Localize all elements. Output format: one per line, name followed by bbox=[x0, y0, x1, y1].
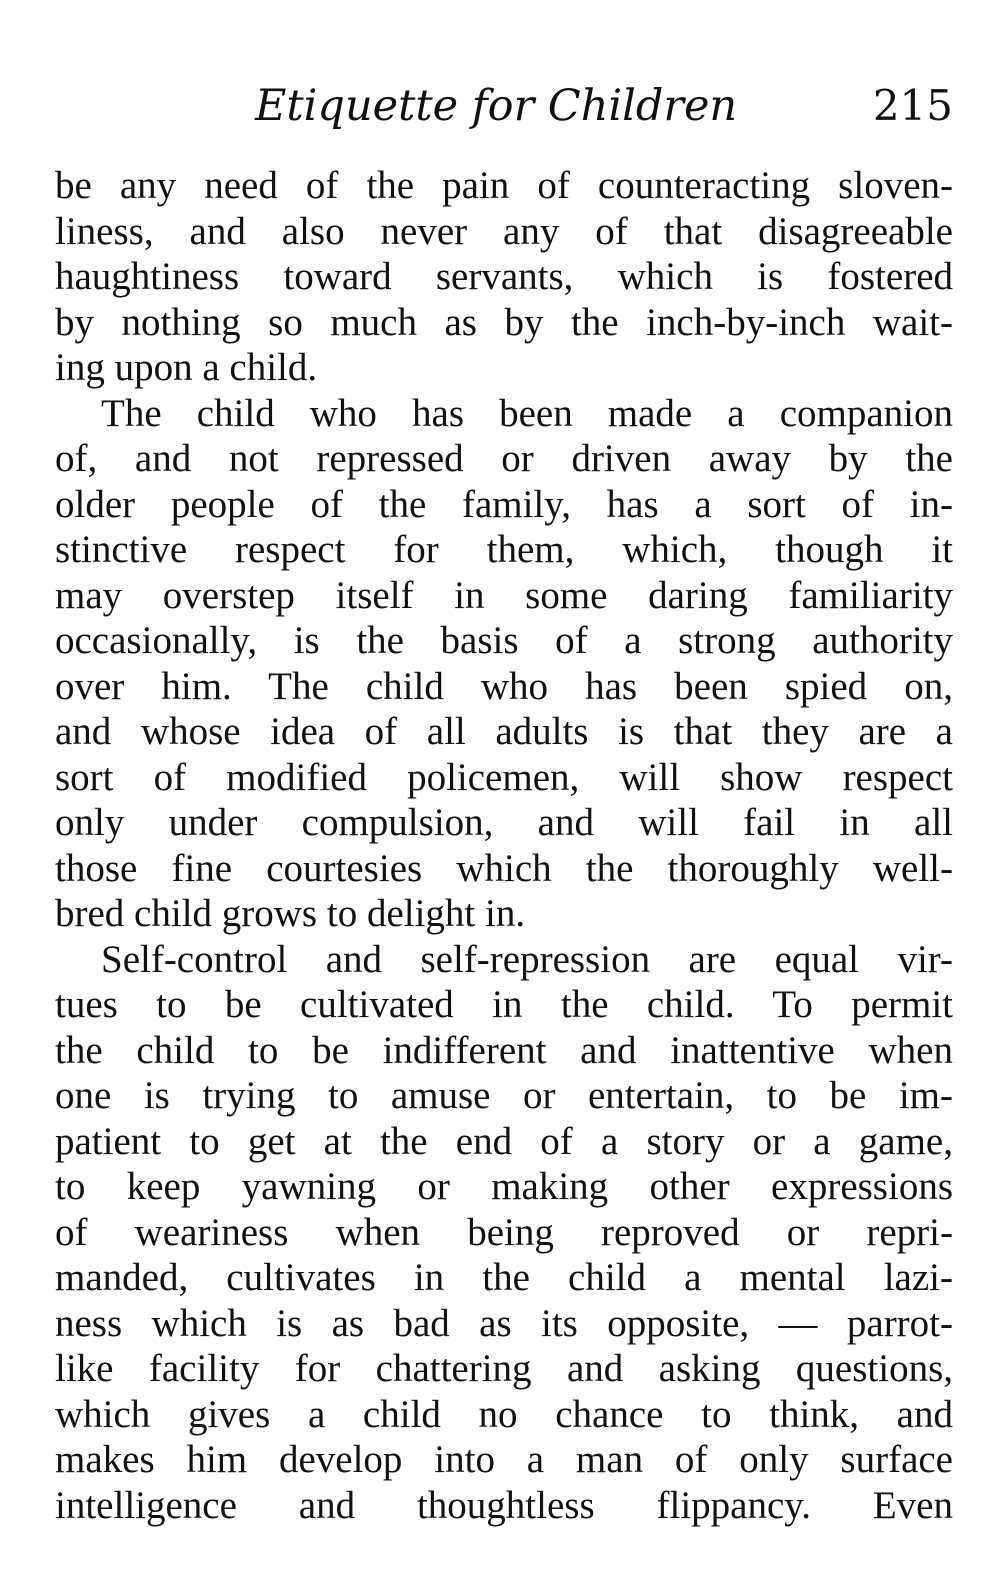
text-line: over him. The child who has been spied on, bbox=[55, 664, 953, 708]
text-line: makes him develop into a man of only surface bbox=[55, 1438, 953, 1481]
text-line: bred child grows to delight in. bbox=[55, 892, 526, 935]
text-line: be any need of the pain of counteracting sloven- bbox=[55, 164, 953, 207]
text-line: one is trying to amuse or entertain, to be im- bbox=[55, 1074, 953, 1117]
text-line: ness which is as bad as its opposite, — parrot- bbox=[55, 1301, 953, 1345]
text-line: which gives a child no chance to think, and bbox=[55, 1392, 953, 1436]
text-line: tues to be cultivated in the child. To permit bbox=[55, 983, 953, 1026]
text-line: liness, and also never any of that disagreeable bbox=[55, 209, 953, 253]
text-line: those fine courtesies which the thoroughly well- bbox=[55, 846, 953, 890]
text-line: may overstep itself in some daring familiarity bbox=[55, 573, 953, 617]
text-line: only under compulsion, and will fail in all bbox=[55, 801, 953, 844]
text-line: patient to get at the end of a story or a game, bbox=[55, 1119, 953, 1163]
text-line: intelligence and thoughtless flippancy. Even bbox=[55, 1483, 953, 1527]
text-line: and whose idea of all adults is that they are a bbox=[55, 710, 953, 753]
text-line: Self-control and self-repression are equal vir- bbox=[101, 937, 953, 981]
text-line: The child who has been made a companion bbox=[101, 391, 953, 435]
text-line: of weariness when being reproved or repri- bbox=[55, 1210, 953, 1254]
text-line: by nothing so much as by the inch-by-inch wait- bbox=[55, 300, 953, 344]
body-text bbox=[55, 163, 953, 1528]
running-title: Etiquette for Children bbox=[255, 81, 738, 131]
text-line: older people of the family, has a sort of in- bbox=[55, 482, 953, 526]
text-line: like facility for chattering and asking questions, bbox=[55, 1347, 953, 1390]
text-line: occasionally, is the basis of a strong authority bbox=[55, 619, 953, 662]
text-line: the child to be indifferent and inattentive when bbox=[55, 1028, 953, 1072]
text-line: stinctive respect for them, which, though it bbox=[55, 528, 953, 571]
page-header bbox=[55, 78, 953, 134]
text-line: to keep yawning or making other expressions bbox=[55, 1165, 953, 1208]
text-line: haughtiness toward servants, which is fostered bbox=[55, 255, 953, 298]
text-line: sort of modified policemen, will show respect bbox=[55, 755, 953, 799]
text-line: of, and not repressed or driven away by the bbox=[55, 437, 953, 480]
page-number: 215 bbox=[872, 81, 953, 130]
text-line: ing upon a child. bbox=[55, 346, 318, 389]
text-line: manded, cultivates in the child a mental lazi- bbox=[55, 1256, 953, 1299]
